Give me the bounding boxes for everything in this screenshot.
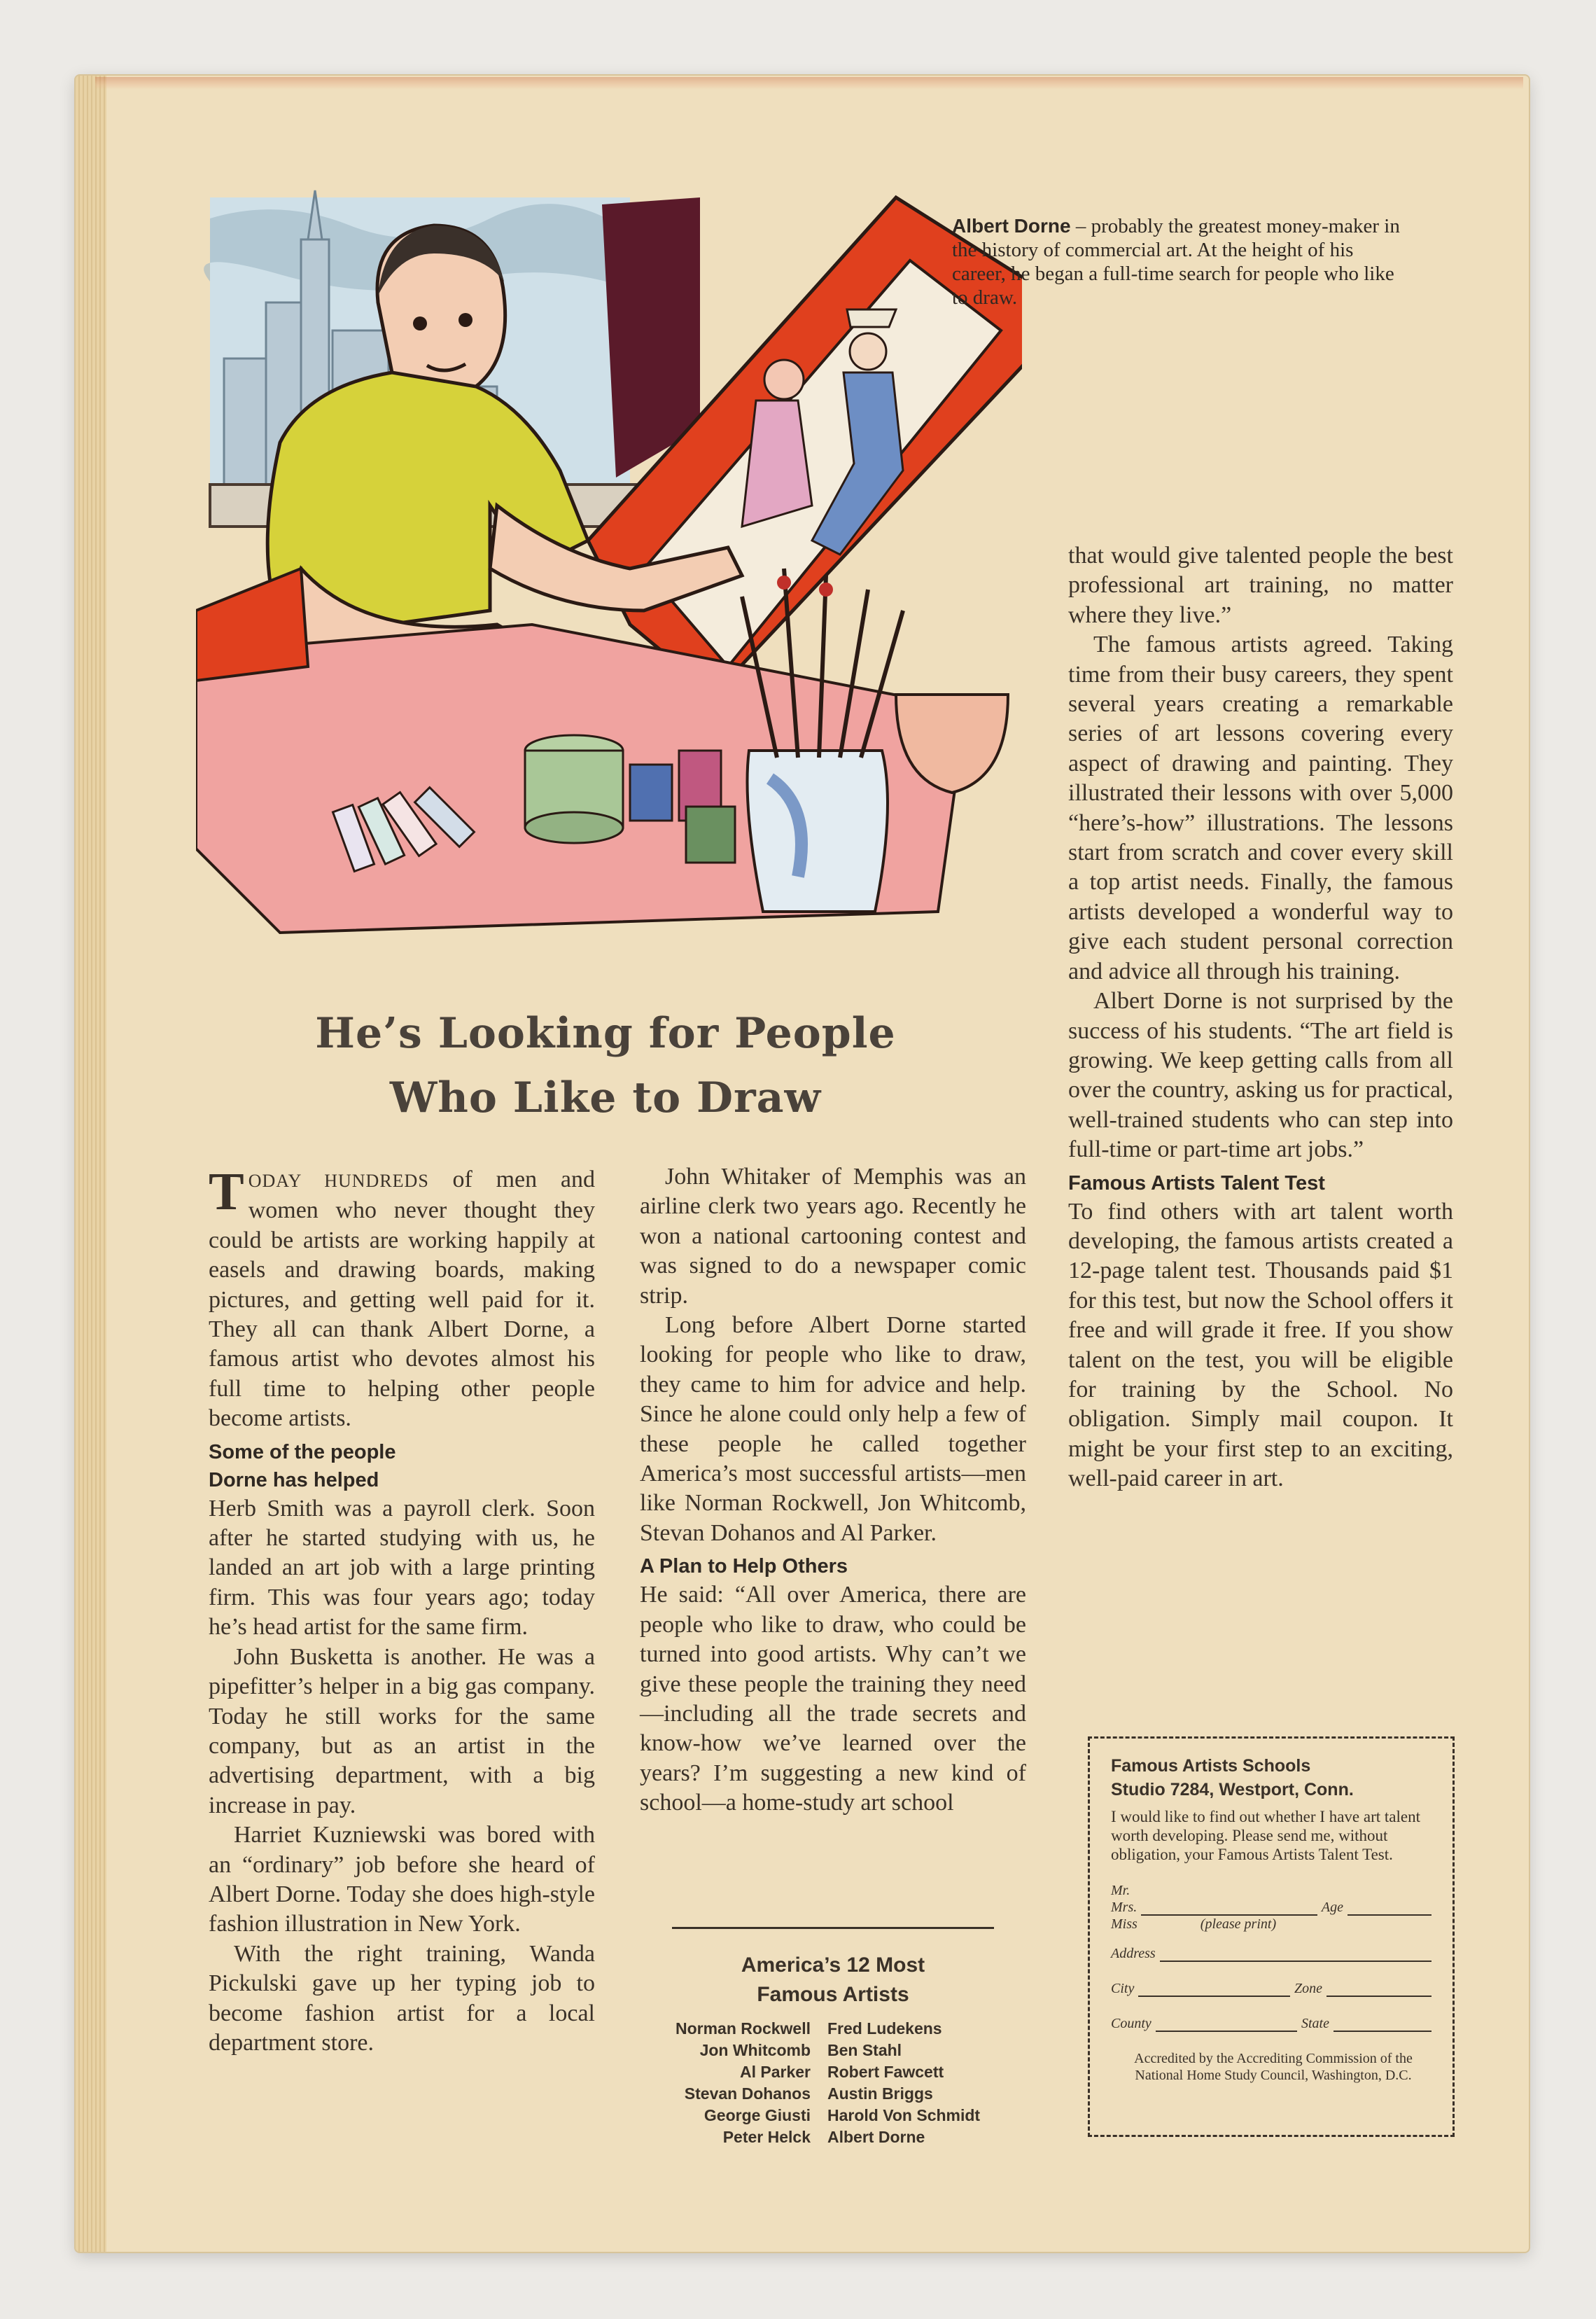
field-label-city: City (1111, 1981, 1135, 1996)
article-column-2 (640, 1162, 1026, 1818)
coupon-title-line-1: Famous Artists Schools (1111, 1756, 1311, 1776)
drop-cap: T (209, 1162, 244, 1221)
section-heading-people-helped (209, 1438, 595, 1494)
paragraph-he-said: He said: “All over America, there are people who like to draw, who could be turned into good artists. Why can’t we give these people the training they need—including all the trade secrets and know-how we’ve learned over the years? I’m suggesting a new kind of school—a home-study art school (640, 1582, 1026, 1816)
artist-name: Peter Helck (722, 2128, 811, 2146)
artist-name: Harold Von Schmidt (827, 2106, 981, 2124)
artist-name: Ben Stahl (827, 2041, 902, 2059)
page-stack-edge (76, 76, 106, 2252)
field-label-zone: Zone (1294, 1981, 1322, 1996)
caption-text: – probably the greatest money-maker in the history of commercial art. At the height of his career, he began a full-time search for people who like to draw. (952, 215, 1400, 309)
paragraph-john-busketta: John Busketta is another. He was a pipefitter’s helper in a big gas company. Today he still works for the same company, but as an artist in the advertising department, with a big increase in pay. (209, 1643, 595, 1818)
divider-rule (672, 1927, 994, 1929)
artist-name: Stevan Dohanos (684, 2084, 811, 2103)
albert-dorne-illustration (196, 176, 1022, 982)
section-heading-talent-test: Famous Artists Talent Test (1068, 1171, 1325, 1195)
zone-field-line[interactable] (1326, 1982, 1432, 1997)
article-column-3 (1068, 541, 1453, 1494)
famous-title-line-1: America’s 12 Most (741, 1954, 925, 1977)
name-field-row[interactable] (1111, 1899, 1436, 1916)
paragraph-long-before: Long before Albert Dorne started looking for people who like to draw, they came to him for advice and help. Since he alone could only help a few of these people he called together America’s most successful artists—men like Norman Rockwell, Jon Whitcomb, Stevan Dohanos and Al Parker. (640, 1312, 1026, 1546)
section-heading-plan: A Plan to Help Others (640, 1555, 848, 1578)
city-field-row[interactable] (1111, 1980, 1436, 1997)
caption-name: Albert Dorne (952, 215, 1071, 237)
artist-name: George Giusti (704, 2106, 811, 2124)
mail-in-coupon[interactable] (1088, 1736, 1455, 2137)
paragraph-artists-agreed: The famous artists agreed. Taking time from their busy careers, they spent several years creating a remarkable series of art lessons covering every aspect of drawing and painting. They illustrated their lessons with over 5,000 “here’s-how” illustrations. The lessons start from scratch and cover every skill a top artist needs. Finally, the famous artists developed a wonderful way to give each student personal correction and advice all through his training. (1068, 632, 1453, 984)
cover-top-edge (95, 77, 1523, 90)
artist-name: Fred Ludekens (827, 2019, 942, 2038)
paragraph-continued: that would give talented people the best professional art training, no matter where they live.” (1068, 543, 1453, 628)
paragraph-wanda-pickulski: With the right training, Wanda Pickulski gave up her typing job to become fashion artist for a local department store. (209, 1940, 595, 2056)
miss-row (1111, 1916, 1436, 1932)
famous-artists-title (630, 1951, 1036, 2010)
headline-line-1: He’s Looking for People (315, 1009, 896, 1058)
small-caps-lead: ODAY HUNDREDS (248, 1171, 429, 1191)
paragraph-intro (209, 1162, 595, 1434)
coupon-title-line-2: Studio 7284, Westport, Conn. (1111, 1780, 1354, 1799)
artist-name: Al Parker (739, 2063, 811, 2081)
heading-line-1: Some of the people (209, 1440, 396, 1463)
field-label-miss: Miss (1111, 1916, 1138, 1932)
address-field-line[interactable] (1160, 1947, 1432, 1962)
field-label-mr: Mr. (1111, 1883, 1130, 1898)
age-field-line[interactable] (1348, 1900, 1432, 1916)
article-column-1 (209, 1162, 595, 2058)
illustration-caption (952, 214, 1400, 309)
paragraph-not-surprised: Albert Dorne is not surprised by the success of his students. “The art field is growing. We keep getting calls from all over the country, asking us for practical, well-trained students who can step into full-time or part-time art jobs.” (1068, 988, 1453, 1163)
name-field-line[interactable] (1141, 1900, 1317, 1916)
artist-name: Albert Dorne (827, 2128, 925, 2146)
heading-line-2: Dorne has helped (209, 1468, 379, 1491)
field-label-age: Age (1321, 1900, 1343, 1915)
field-label-mrs: Mrs. (1111, 1900, 1138, 1915)
artist-name: Norman Rockwell (676, 2019, 811, 2038)
paragraph-john-whitaker: John Whitaker of Memphis was an airline clerk two years ago. Recently he won a national cartooning contest and was signed to do a newspaper comic strip. (640, 1164, 1026, 1309)
coupon-body: I would like to find out whether I have art talent worth developing. Please send me, without obligation, your Famous Artists Talent Test. (1111, 1808, 1420, 1863)
city-field-line[interactable] (1138, 1982, 1290, 1997)
coupon-fields (1111, 1882, 1436, 2032)
please-print-note: (please print) (1200, 1916, 1277, 1932)
county-field-line[interactable] (1156, 2017, 1297, 2032)
address-field-row[interactable] (1111, 1945, 1436, 1962)
artist-name: Jon Whitcomb (699, 2041, 811, 2059)
county-field-row[interactable] (1111, 2015, 1436, 2032)
paragraph-intro-text: of men and women who never thought they could be artists are working happily at easels and drawing boards, making pictures, and getting well paid for it. They all can thank Albert Dorne, a famous artist who devotes almost his full time to helping other people become artists. (209, 1167, 595, 1432)
state-field-line[interactable] (1334, 2017, 1432, 2032)
accreditation-note: Accredited by the Accrediting Commission of the National Home Study Council, Washington, D.C. (1134, 2051, 1413, 2083)
paragraph-harriet-kuzniewski: Harriet Kuzniewski was bored with an “ordinary” job before she heard of Albert Dorne. Today she does high-style fashion illustration in New York. (209, 1822, 595, 1937)
coupon-title (1111, 1754, 1436, 1802)
field-label-county: County (1111, 2016, 1152, 2031)
artist-name: Austin Briggs (827, 2084, 933, 2103)
famous-title-line-2: Famous Artists (757, 1983, 909, 2006)
famous-artists-list (630, 2018, 1050, 2148)
artist-name: Robert Fawcett (827, 2063, 944, 2081)
headline (203, 1001, 1008, 1130)
paragraph-talent-test: To find others with art talent worth developing, the famous artists created a 12-page talent test. Thousands paid $1 for this test, but now the School offers it free and will grade it free. If you show talent on the test, you will be eligible for training by the School. No obligation. Simply mail coupon. It might be your first step to an exciting, well-paid career in art. (1068, 1198, 1453, 1492)
paragraph-herb-smith: Herb Smith was a payroll clerk. Soon after he started studying with us, he landed an art job with a large printing firm. This was four years ago; today he’s head artist for the same firm. (209, 1495, 595, 1641)
field-label-address: Address (1111, 1946, 1156, 1961)
field-label-state: State (1301, 2016, 1329, 2031)
headline-line-2: Who Like to Draw (389, 1073, 822, 1122)
